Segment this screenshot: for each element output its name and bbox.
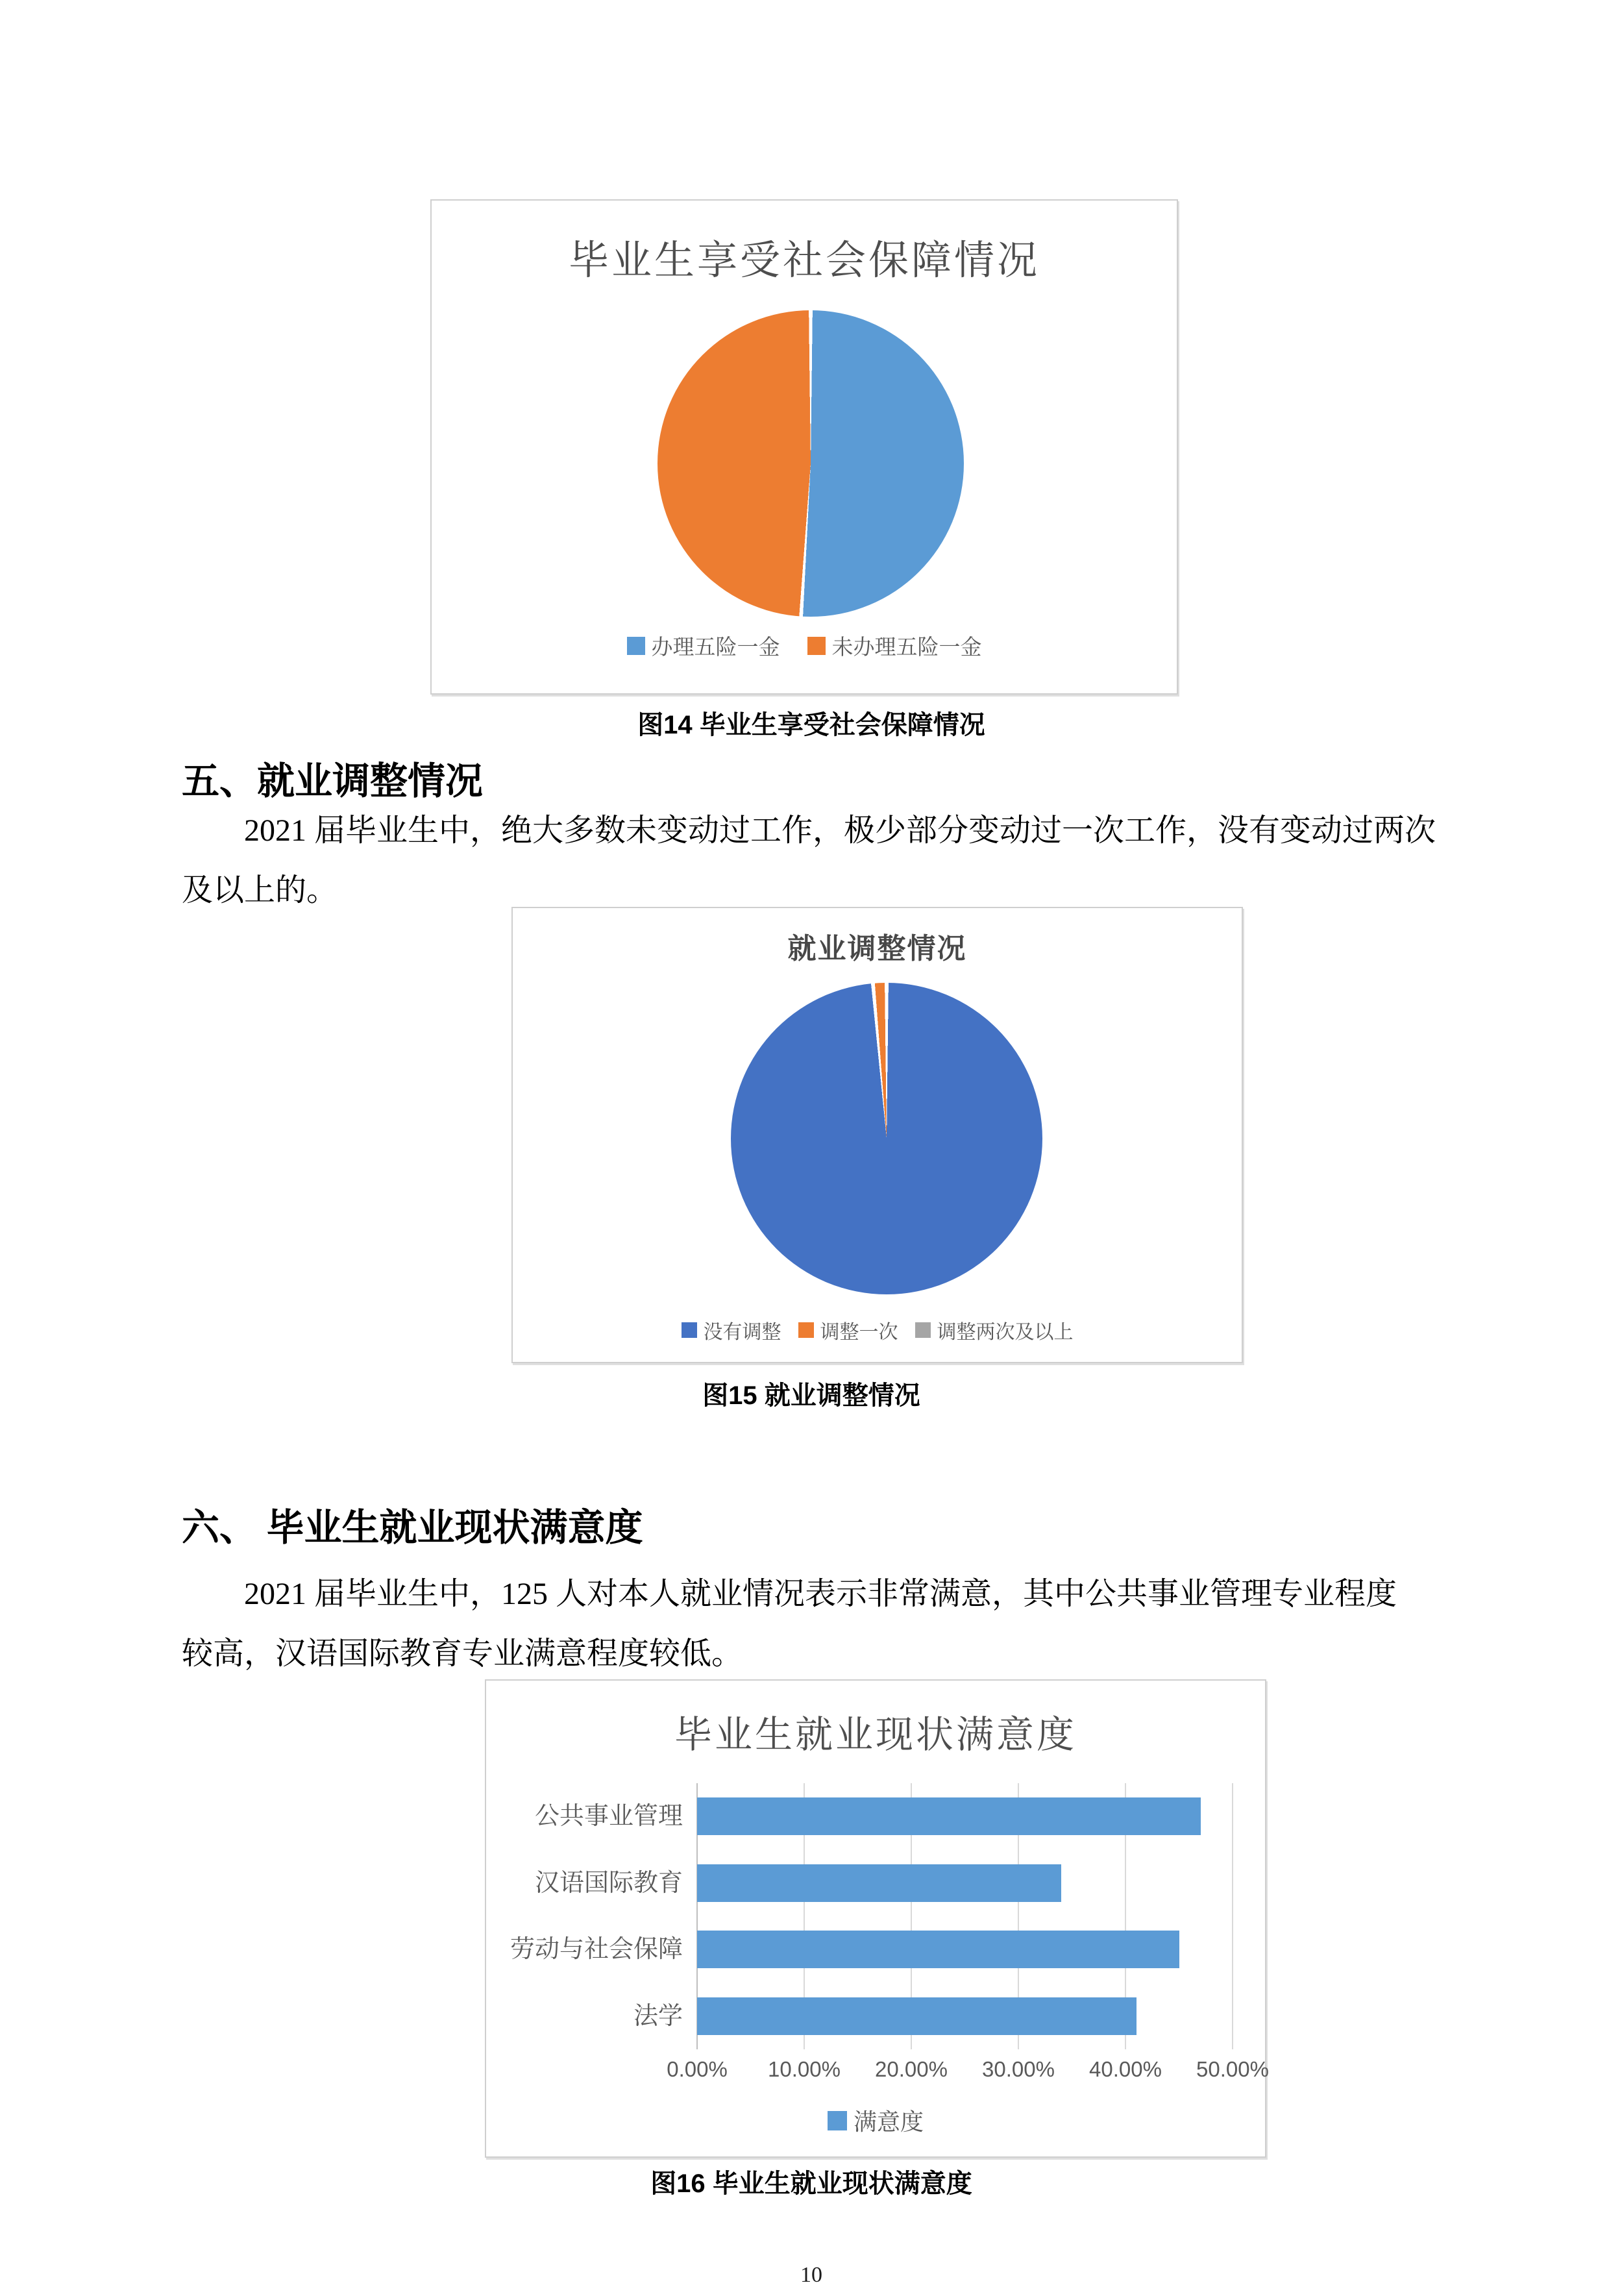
x-tick-label: 30.00% [982,2057,1055,2081]
pie-chart [657,310,964,617]
paragraph-line: 较高，汉语国际教育专业满意程度较低。 [182,1636,743,1671]
bar [697,1797,1201,1835]
legend-label: 办理五险一金 [651,635,780,659]
legend-item [798,1316,898,1344]
legend-swatch-icon [807,637,826,655]
category-label: 劳动与社会保障 [510,1936,683,1963]
bar [697,1997,1137,2035]
x-tick-label: 20.00% [875,2057,948,2081]
legend-label: 调整一次 [820,1322,898,1343]
category-label: 法学 [633,2002,683,2030]
figure-caption: 图14 毕业生享受社会保障情况 [637,711,985,739]
bar-chart-plot [697,1783,1233,2049]
legend-item [915,1316,1074,1344]
x-tick-label: 40.00% [1089,2057,1162,2081]
section-heading: 六、 毕业生就业现状满意度 [182,1507,643,1549]
chart-title: 就业调整情况 [787,933,967,965]
legend-item [682,1316,781,1344]
legend-label: 没有调整 [703,1322,781,1343]
legend [432,630,1177,661]
legend-swatch-icon [828,2111,847,2130]
legend [486,2104,1265,2137]
page-number: 10 [800,2263,822,2287]
paragraph-line: 2021 届毕业生中，125 人对本人就业情况表示非常满意，其中公共事业管理专业程度 [244,1577,1397,1611]
legend-label: 调整两次及以上 [937,1322,1074,1343]
chart-title: 毕业生享受社会保障情况 [568,239,1040,283]
section-heading: 五、就业调整情况 [182,760,484,802]
pie-chart [731,983,1042,1294]
legend-swatch-icon [798,1322,814,1338]
x-axis-ticks [667,2057,1269,2086]
paragraph-line: 2021 届毕业生中，绝大多数未变动过工作，极少部分变动过一次工作，没有变动过两次 [244,813,1436,848]
x-tick-label: 10.00% [768,2057,841,2081]
figure-16-chart [485,1679,1269,2158]
paragraph-line: 及以上的。 [182,873,338,907]
x-tick-label: 0.00% [667,2057,728,2081]
figure-15-chart [511,907,1243,1363]
legend-swatch-icon [915,1322,931,1338]
legend-item [627,630,780,661]
legend-swatch-icon [627,637,645,655]
legend-label: 满意度 [853,2108,924,2135]
chart-title: 毕业生就业现状满意度 [674,1714,1077,1756]
legend-item [828,2104,924,2137]
figure-caption: 图15 就业调整情况 [702,1381,920,1410]
gridline [1232,1783,1233,2049]
category-label: 汉语国际教育 [534,1869,683,1897]
category-axis-labels [486,1783,683,2049]
figure-14-chart [430,199,1178,695]
bar [697,1931,1179,1968]
legend [513,1316,1242,1344]
figure-caption: 图16 毕业生就业现状满意度 [650,2169,972,2198]
x-tick-label: 50.00% [1196,2057,1269,2081]
category-label: 公共事业管理 [534,1803,683,1830]
legend-swatch-icon [682,1322,697,1338]
legend-label: 未办理五险一金 [831,635,982,659]
legend-item [807,630,982,661]
bar [697,1864,1061,1902]
